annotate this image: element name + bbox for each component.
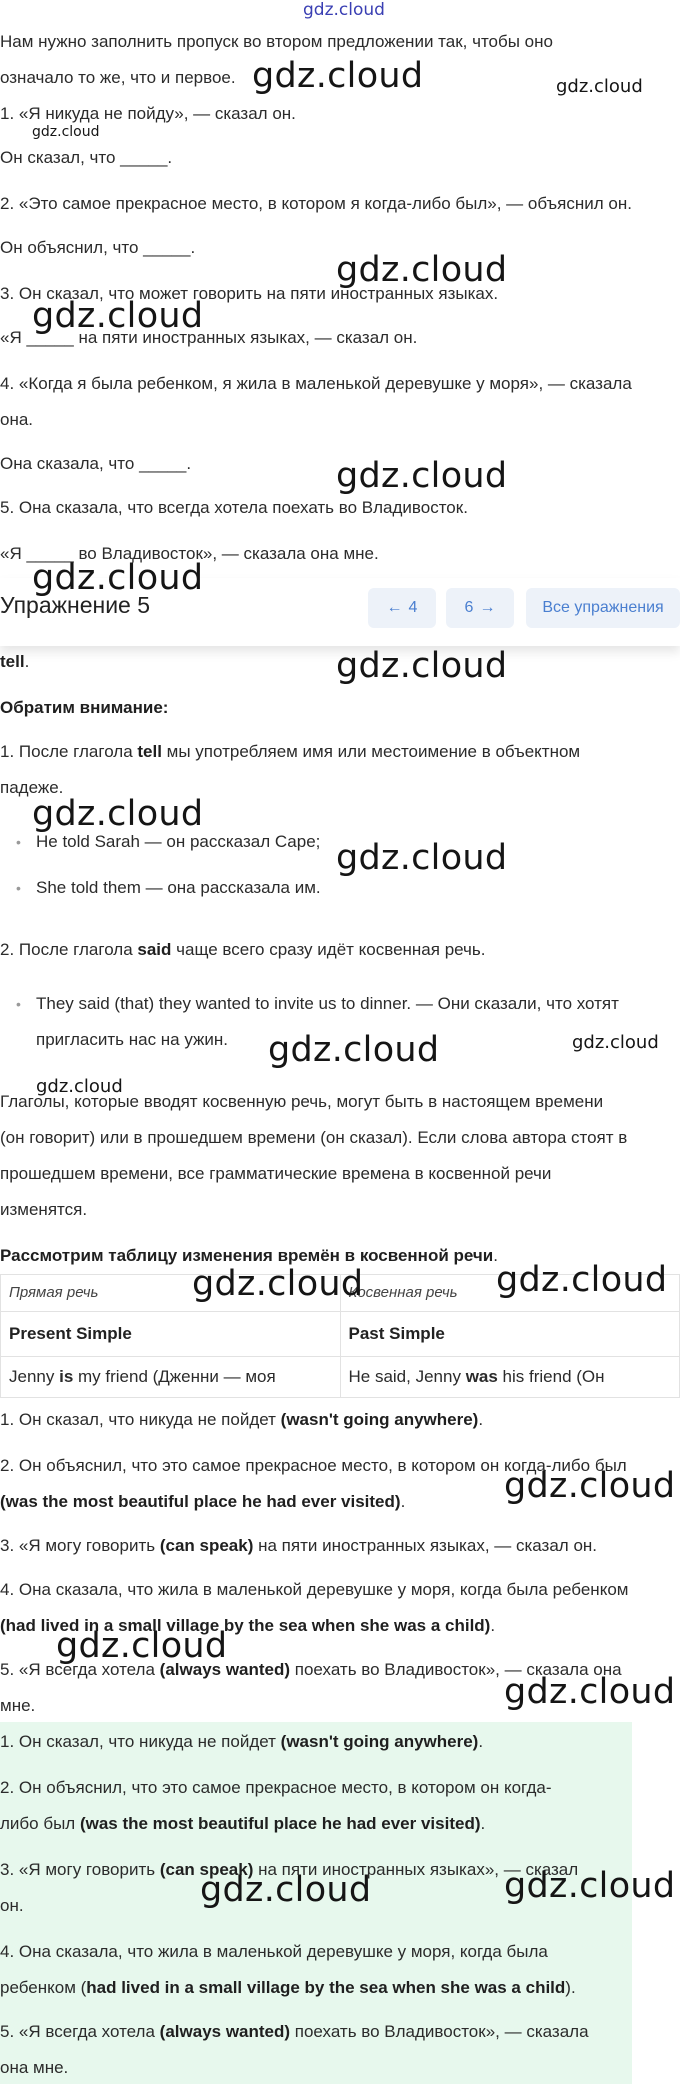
- example-indirect-bold: was: [465, 1367, 498, 1386]
- answer-5-bold: (always wanted): [159, 1660, 291, 1679]
- green-answer-5-bold: (always wanted): [159, 2022, 291, 2041]
- task-sentence-1: 1. «Я никуда не пойду», — сказал он.: [0, 104, 296, 123]
- green-answer-2-bold: (was the most beautiful place he had ever visited): [79, 1814, 481, 1833]
- prev-exercise-button[interactable]: [368, 588, 436, 628]
- table-header-direct: Прямая речь: [1, 1275, 341, 1312]
- watermark: gdz.cloud: [504, 1866, 676, 1906]
- answer-5-line-2: мне.: [0, 1696, 36, 1715]
- theory-point-1: [0, 734, 676, 770]
- answer-2-dot: .: [400, 1492, 406, 1511]
- theory-point-1-line-2: падеже.: [0, 778, 64, 797]
- example-direct-start: Jenny: [9, 1367, 60, 1386]
- tell-word: tell: [0, 652, 25, 671]
- arrow-right-icon: →: [479, 599, 496, 616]
- green-answer-2-line-1: 2. Он объяснил, что это самое прекрасное место, в котором он когда-: [0, 1778, 552, 1797]
- list-item: • He told Sarah — он рассказал Саре;: [0, 824, 676, 860]
- table-title-text: Рассмотрим таблицу изменения времён в косвенной речи: [0, 1246, 494, 1265]
- task-sentence-3: 3. Он сказал, что может говорить на пяти иностранных языках.: [0, 284, 499, 303]
- green-answer-4-line-2: [0, 1970, 630, 2006]
- table-row: [1, 1312, 680, 1357]
- task-intro-line-2: означало то же, что и первое.: [0, 68, 236, 87]
- answer-3: [0, 1528, 676, 1564]
- arrow-left-icon: ←: [386, 599, 403, 616]
- green-answer-3-bold: (can speak): [159, 1860, 254, 1879]
- list-item: • She told them — она рассказала им.: [0, 870, 676, 906]
- theory-paragraph-line-4: изменятся.: [0, 1200, 88, 1219]
- answer-3-bold: (can speak): [159, 1536, 254, 1555]
- task-sentence-5: 5. Она сказала, что всегда хотела поехать во Владивосток.: [0, 498, 468, 517]
- answer-5-end: поехать во Владивосток», — сказала она: [290, 1660, 622, 1679]
- watermark: gdz.cloud: [556, 76, 643, 97]
- watermark: gdz.cloud: [56, 1626, 228, 1666]
- watermark: gdz.cloud: [336, 646, 508, 686]
- answer-3-end: на пяти иностранных языках, — сказал он.: [253, 1536, 598, 1555]
- watermark: gdz.cloud: [496, 1260, 668, 1300]
- watermark: gdz.cloud: [336, 250, 508, 290]
- task-sentence-2-blank: Он объяснил, что _____.: [0, 238, 196, 257]
- green-answer-5-start: 5. «Я всегда хотела: [0, 2022, 160, 2041]
- green-answer-2-line-2: [0, 1806, 630, 1842]
- green-answer-1: [0, 1724, 630, 1760]
- answer-2-bold: (was the most beautiful place he had ever visited): [0, 1492, 401, 1511]
- watermark: gdz.cloud: [36, 1076, 123, 1097]
- watermark: gdz.cloud: [252, 56, 424, 96]
- watermark: gdz.cloud: [336, 456, 508, 496]
- table-cell-tense-indirect: Past Simple: [340, 1312, 680, 1357]
- task-sentence-4-line-1: 4. «Когда я была ребенком, я жила в маленькой деревушке у моря», — сказала: [0, 374, 632, 393]
- all-exercises-button[interactable]: Все упражнения: [526, 588, 680, 628]
- next-exercise-number: 6: [464, 599, 474, 616]
- answer-5-start: 5. «Я всегда хотела: [0, 1660, 160, 1679]
- watermark: gdz.cloud: [200, 1870, 372, 1910]
- theory-paragraph-line-1: Глаголы, которые вводят косвенную речь, могут быть в настоящем времени: [0, 1092, 604, 1111]
- green-answer-2-start: либо был: [0, 1814, 80, 1833]
- watermark: gdz.cloud: [268, 1030, 440, 1070]
- answer-4-bold: (had lived in a small village by the sea when she was a child): [0, 1616, 491, 1635]
- answer-4-line-1: 4. Она сказала, что жила в маленькой деревушке у моря, когда была ребенком: [0, 1580, 629, 1599]
- watermark: gdz.cloud: [504, 1672, 676, 1712]
- green-answer-4-line-1: 4. Она сказала, что жила в маленькой деревушке у моря, когда была: [0, 1942, 548, 1961]
- watermark: gdz.cloud: [192, 1264, 364, 1304]
- theory-paragraph-line-2: (он говорит) или в прошедшем времени (он сказал). Если слова автора стоят в: [0, 1128, 628, 1147]
- said-example-line-2: пригласить нас на ужин.: [36, 1030, 229, 1049]
- green-answer-4-bold: had lived in a small village by the sea when she was a child: [86, 1978, 566, 1997]
- table-header-indirect: Косвенная речь: [340, 1275, 680, 1312]
- green-answer-3-end: на пяти иностранных языках», — сказал: [253, 1860, 579, 1879]
- task-intro-line-1: Нам нужно заполнить пропуск во втором предложении так, чтобы оно: [0, 32, 553, 51]
- table-cell-tense-direct: Present Simple: [1, 1312, 341, 1357]
- green-answer-5-end: поехать во Владивосток», — сказала: [290, 2022, 589, 2041]
- table-cell-example-direct: [1, 1357, 341, 1398]
- answer-2-line-1: 2. Он объяснил, что это самое прекрасное место, в котором он когда-либо был: [0, 1456, 627, 1475]
- answer-1-bold: (wasn't going anywhere): [280, 1410, 479, 1429]
- table-cell-example-indirect: [340, 1357, 680, 1398]
- green-answer-4-end: ).: [565, 1978, 576, 1997]
- task-sentence-4-line-2: она.: [0, 410, 34, 429]
- task-sentence-2: 2. «Это самое прекрасное место, в котором я когда-либо был», — объяснил он.: [0, 194, 632, 213]
- green-answer-3-line-2: он.: [0, 1896, 24, 1915]
- watermark: gdz.cloud: [32, 558, 204, 598]
- theory-point-1-start: 1. После глагола: [0, 742, 138, 761]
- example-direct-bold: is: [59, 1367, 74, 1386]
- watermark: gdz.cloud: [32, 794, 204, 834]
- watermark: gdz.cloud: [504, 1466, 676, 1506]
- example-indirect-start: He said, Jenny: [348, 1367, 466, 1386]
- watermark: gdz.cloud: [336, 838, 508, 878]
- green-answer-5-line-2: она мне.: [0, 2058, 69, 2077]
- task-sentence-1-blank: Он сказал, что _____.: [0, 148, 173, 167]
- green-answer-3-start: 3. «Я могу говорить: [0, 1860, 160, 1879]
- example-direct-end: my friend (Дженни — моя: [73, 1367, 276, 1386]
- answer-3-start: 3. «Я могу говорить: [0, 1536, 160, 1555]
- table-title-dot: .: [493, 1246, 498, 1265]
- exercise-title: Упражнение 5: [0, 592, 151, 618]
- task-sentence-5-blank: «Я _____ во Владивосток», — сказала она мне.: [0, 544, 379, 563]
- said-example-line-1: They said (that) they wanted to invite us to dinner. — Они сказали, что хотят: [36, 994, 619, 1013]
- answer-4-dot: .: [490, 1616, 496, 1635]
- green-answer-4-start: ребенком (: [0, 1978, 87, 1997]
- theory-point-2: [0, 932, 676, 968]
- theory-point-1-end: мы употребляем имя или местоимение в объектном: [161, 742, 581, 761]
- green-answer-1-text: 1. Он сказал, что никуда не пойдет: [0, 1732, 281, 1751]
- prev-exercise-number: 4: [408, 599, 418, 616]
- theory-point-1-bold: tell: [137, 742, 162, 761]
- green-answer-1-dot: .: [478, 1732, 484, 1751]
- example-indirect-end: his friend (Он: [497, 1367, 605, 1386]
- watermark: gdz.cloud: [32, 124, 100, 140]
- task-sentence-3-blank: «Я _____ на пяти иностранных языках, — сказал он.: [0, 328, 418, 347]
- watermark: gdz.cloud: [32, 296, 204, 336]
- theory-point-2-bold: said: [137, 940, 172, 959]
- tell-dot: .: [24, 652, 30, 671]
- next-exercise-button[interactable]: [446, 588, 514, 628]
- theory-point-2-start: 2. После глагола: [0, 940, 138, 959]
- table-row: [1, 1357, 680, 1398]
- site-logo[interactable]: gdz.cloud: [303, 0, 385, 20]
- watermark: gdz.cloud: [572, 1032, 659, 1053]
- green-answer-2-dot: .: [480, 1814, 486, 1833]
- answer-1-text: 1. Он сказал, что никуда не пойдет: [0, 1410, 281, 1429]
- green-answer-1-bold: (wasn't going anywhere): [280, 1732, 479, 1751]
- theory-paragraph-line-3: прошедшем времени, все грамматические времена в косвенной речи: [0, 1164, 552, 1183]
- attention-heading: Обратим внимание:: [0, 698, 169, 717]
- answer-1-dot: .: [478, 1410, 484, 1429]
- theory-point-2-end: чаще всего сразу идёт косвенная речь.: [171, 940, 486, 959]
- green-answer-5-line-1: [0, 2014, 630, 2050]
- task-sentence-4-blank: Она сказала, что _____.: [0, 454, 192, 473]
- answer-1: [0, 1402, 676, 1438]
